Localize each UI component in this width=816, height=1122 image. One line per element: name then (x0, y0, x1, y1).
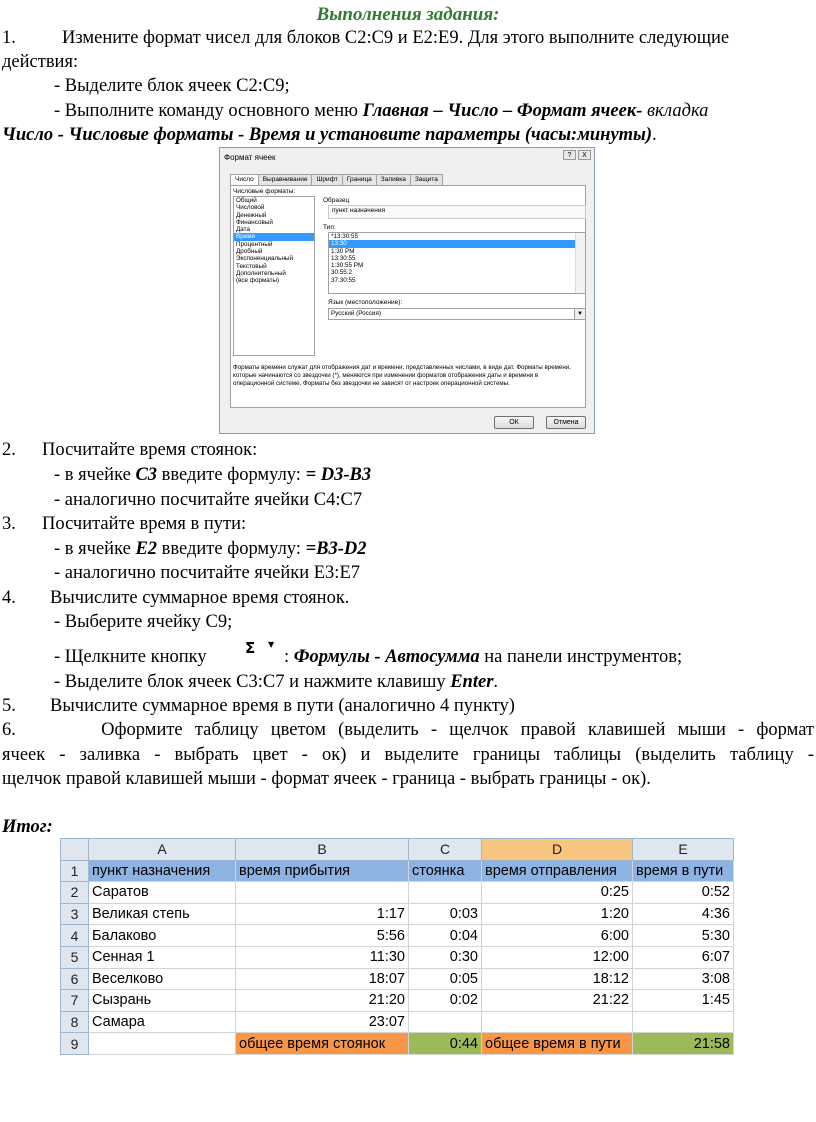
table-row (61, 1011, 734, 1033)
cell[interactable]: Веселково (89, 968, 236, 990)
format-item[interactable]: Дата (236, 226, 250, 234)
item1-text-line1: Измените формат чисел для блоков С2:С9 и Е2:Е9. Для этого выполните следующие (62, 28, 730, 48)
column-header-c[interactable]: C (409, 839, 482, 861)
page-title: Выполнения задания: (316, 4, 500, 25)
format-item[interactable]: (все форматы) (236, 277, 280, 285)
cell[interactable]: 6:07 (633, 946, 734, 968)
item4-colon: : (284, 647, 294, 667)
tab-number[interactable]: Число (230, 174, 259, 186)
cell[interactable]: 1:17 (236, 903, 409, 925)
sample-value: пункт назначения (328, 205, 586, 219)
format-item[interactable]: Текстовый (236, 262, 267, 270)
row-header[interactable]: 5 (61, 946, 89, 968)
item2-formula: = D3-B3 (305, 465, 372, 485)
cell[interactable]: 21:22 (482, 990, 633, 1012)
type-item[interactable]: *13:30:55 (331, 233, 358, 240)
item6-number: 6. (2, 720, 16, 740)
item4-autosum-path: Формулы - Автосумма (293, 647, 480, 667)
chevron-down-icon: ▼ (268, 640, 275, 649)
cell[interactable]: Саратов (89, 882, 236, 904)
column-header-a[interactable]: A (89, 839, 236, 861)
cell[interactable]: Великая степь (89, 903, 236, 925)
item3-number: 3. (2, 514, 16, 534)
row-header[interactable]: 8 (61, 1011, 89, 1033)
header-cell[interactable]: время в пути (633, 860, 734, 882)
cell[interactable]: Балаково (89, 925, 236, 947)
autosum-button[interactable] (231, 636, 283, 666)
header-cell[interactable]: время прибытия (236, 860, 409, 882)
column-header-e[interactable]: E (633, 839, 734, 861)
formats-label: Числовые форматы: (233, 188, 296, 195)
cell[interactable] (633, 1011, 734, 1033)
item3-text: Посчитайте время в пути: (42, 514, 247, 534)
header-cell[interactable]: стоянка (409, 860, 482, 882)
item6-line1 (2, 720, 814, 741)
column-header-d[interactable]: D (482, 839, 633, 861)
type-item[interactable]: 37:30:55 (331, 276, 356, 284)
item6-line1-text: Оформите таблицу цветом (выделить - щелчок правой клавишей мыши - формат (101, 720, 815, 740)
item5-number: 5. (2, 696, 16, 716)
cell[interactable]: 0:25 (482, 882, 633, 904)
cell[interactable]: 23:07 (236, 1011, 409, 1033)
type-item[interactable]: 1:30:55 PM (331, 262, 364, 270)
tab-border[interactable]: Граница (342, 174, 377, 185)
format-item[interactable]: Числовой (236, 204, 265, 212)
cell[interactable]: Сенная 1 (89, 946, 236, 968)
item1-step1: - Выделите блок ячеек С2:С9; (54, 76, 290, 96)
item4-enter-key: Enter (450, 672, 494, 692)
item3-line1-mid: введите формулу: (157, 539, 306, 559)
sample-label: Образец (323, 197, 350, 204)
cell[interactable]: Сызрань (89, 990, 236, 1012)
item3-line2: - аналогично посчитайте ячейки Е3:Е7 (54, 563, 360, 583)
type-list-scrollbar[interactable] (575, 233, 585, 293)
cell[interactable]: 18:07 (236, 968, 409, 990)
row-header[interactable]: 1 (61, 860, 89, 882)
cell[interactable] (482, 1011, 633, 1033)
ok-button[interactable]: ОК (494, 416, 534, 429)
item4-line2-post: на панели инструментов; (479, 647, 683, 667)
cell[interactable]: 1:20 (482, 903, 633, 925)
format-item[interactable]: Общий (236, 197, 257, 204)
row-header[interactable]: 6 (61, 968, 89, 990)
item2-text: Посчитайте время стоянок: (42, 440, 258, 460)
item4-line2-rest (284, 647, 682, 668)
total-travel-value-cell[interactable]: 21:58 (633, 1033, 734, 1055)
dialog-panel (230, 185, 586, 408)
item2-cell: С3 (135, 465, 158, 485)
type-item[interactable]: 13:30:55 (331, 254, 356, 262)
format-item[interactable]: Финансовый (236, 218, 273, 226)
result-spreadsheet (60, 838, 734, 1055)
type-label: Тип: (323, 224, 336, 231)
item4-number: 4. (2, 588, 16, 608)
cell[interactable]: 0:05 (409, 968, 482, 990)
item1-step2-line2 (2, 125, 657, 146)
cell[interactable]: 11:30 (236, 946, 409, 968)
item6-line2: ячеек - заливка - выбрать цвет - ок) и выделите границы таблицы (выделить таблицу - (2, 745, 814, 765)
type-item[interactable]: 1:30 PM (331, 247, 355, 255)
cell[interactable]: 12:00 (482, 946, 633, 968)
tab-protection[interactable]: Защита (410, 174, 443, 185)
tab-alignment[interactable]: Выравнивание (258, 174, 313, 185)
close-button[interactable]: X (578, 150, 591, 160)
cell[interactable]: 5:30 (633, 925, 734, 947)
column-header-row (61, 839, 734, 861)
item1-step2-line2-bold: Число - Числовые форматы - Время и установите параметры (часы:минуты) (2, 125, 653, 145)
dialog-title: Формат ячеек (224, 153, 276, 162)
cell[interactable]: 18:12 (482, 968, 633, 990)
dialog-tabs (230, 174, 442, 185)
item1-step2-line2-end: . (652, 125, 657, 145)
table-row (61, 968, 734, 990)
format-cells-dialog (219, 147, 595, 434)
table-row (61, 1033, 734, 1055)
table-row (61, 882, 734, 904)
format-item[interactable]: Денежный (236, 211, 267, 219)
select-all-corner[interactable] (61, 839, 89, 861)
item1-step2 (54, 101, 708, 122)
format-item[interactable]: Процентный (236, 240, 273, 248)
cell[interactable] (409, 1011, 482, 1033)
cell[interactable]: 0:04 (409, 925, 482, 947)
item4-text: Вычислите суммарное время стоянок. (50, 588, 350, 608)
cell[interactable]: 0:02 (409, 990, 482, 1012)
cell[interactable]: 1:45 (633, 990, 734, 1012)
locale-select[interactable] (328, 308, 586, 320)
table-row (61, 925, 734, 947)
item1-number: 1. (2, 28, 16, 48)
table-row (61, 860, 734, 882)
cell[interactable]: 5:56 (236, 925, 409, 947)
chevron-down-icon[interactable]: ▼ (574, 309, 585, 319)
header-cell[interactable]: время отправления (482, 860, 633, 882)
type-list[interactable] (328, 232, 586, 294)
item3-line1 (54, 539, 366, 560)
tab-fill[interactable]: Заливка (376, 174, 411, 185)
cell[interactable]: Самара (89, 1011, 236, 1033)
tab-font[interactable]: Шрифт (311, 174, 342, 185)
locale-value: Русский (Россия) (331, 310, 381, 317)
header-cell[interactable]: пункт назначения (89, 860, 236, 882)
cell[interactable] (89, 1033, 236, 1055)
item2-number: 2. (2, 440, 16, 460)
item3-formula: =B3-D2 (305, 539, 367, 559)
format-item[interactable]: Дробный (236, 248, 263, 256)
cell[interactable]: 21:20 (236, 990, 409, 1012)
formats-list[interactable] (233, 196, 315, 356)
format-item[interactable]: Дополнительный (236, 269, 286, 277)
format-description: Форматы времени служат для отображения дат и времени, представленных числами, в виде дат. Форматы времени, которые начинаются со звездочки (*), меняются при изменении форматов отображения даты и времени в операционной системе. Форматы без звездочки не зависят от настроек операционной системы. (233, 364, 571, 387)
table-row (61, 990, 734, 1012)
item5-text: Вычислите суммарное время в пути (аналогично 4 пункту) (50, 696, 515, 716)
result-label: Итог: (2, 817, 53, 837)
table-row (61, 946, 734, 968)
row-header[interactable]: 3 (61, 903, 89, 925)
item4-line3 (54, 672, 498, 693)
cell[interactable] (236, 882, 409, 904)
locale-label: Язык (местоположение): (328, 299, 403, 306)
row-header[interactable]: 7 (61, 990, 89, 1012)
item6-line3: щелчок правой клавишей мыши - формат ячеек - граница - выбрать границы - ок). (2, 769, 651, 789)
item4-line3-end: . (493, 672, 499, 692)
item4-line3-pre: - Выделите блок ячеек С3:С7 и нажмите клавишу (54, 672, 451, 692)
format-item[interactable]: Экспоненциальный (236, 255, 293, 263)
table-row (61, 903, 734, 925)
item1-step2-pre: - Выполните команду основного меню (54, 101, 363, 121)
cell[interactable]: 4:36 (633, 903, 734, 925)
sigma-icon: Σ (245, 639, 256, 657)
cancel-button[interactable]: Отмена (546, 416, 586, 429)
total-stops-label-cell[interactable]: общее время стоянок (236, 1033, 409, 1055)
item1-text-line2: действия: (2, 52, 79, 72)
total-travel-label-cell[interactable]: общее время в пути (482, 1033, 633, 1055)
item2-line1-pre: - в ячейке (54, 465, 136, 485)
item1-step2-italic: вкладка (642, 101, 709, 121)
cell[interactable]: 0:52 (633, 882, 734, 904)
item3-cell: E2 (135, 539, 158, 559)
total-stops-value-cell[interactable]: 0:44 (409, 1033, 482, 1055)
type-item-selected[interactable]: 13:30 (329, 240, 585, 247)
item2-line1 (54, 465, 371, 486)
cell[interactable]: 0:03 (409, 903, 482, 925)
cell[interactable]: 0:30 (409, 946, 482, 968)
format-item-selected[interactable]: Время (234, 233, 314, 240)
item1-step2-bold: Главная – Число – Формат ячеек- (362, 101, 643, 121)
row-header[interactable]: 9 (61, 1033, 89, 1055)
item3-line1-pre: - в ячейке (54, 539, 136, 559)
item4-line2-pre: - Щелкните кнопку (54, 647, 207, 667)
cell[interactable]: 6:00 (482, 925, 633, 947)
cell[interactable]: 3:08 (633, 968, 734, 990)
row-header[interactable]: 2 (61, 882, 89, 904)
type-item[interactable]: 30:55.2 (331, 269, 353, 277)
item2-line2: - аналогично посчитайте ячейки С4:С7 (54, 490, 363, 510)
cell[interactable] (409, 882, 482, 904)
help-button[interactable]: ? (563, 150, 576, 160)
row-header[interactable]: 4 (61, 925, 89, 947)
column-header-b[interactable]: B (236, 839, 409, 861)
item4-line1: - Выберите ячейку С9; (54, 612, 233, 632)
item2-line1-mid: введите формулу: (157, 465, 306, 485)
